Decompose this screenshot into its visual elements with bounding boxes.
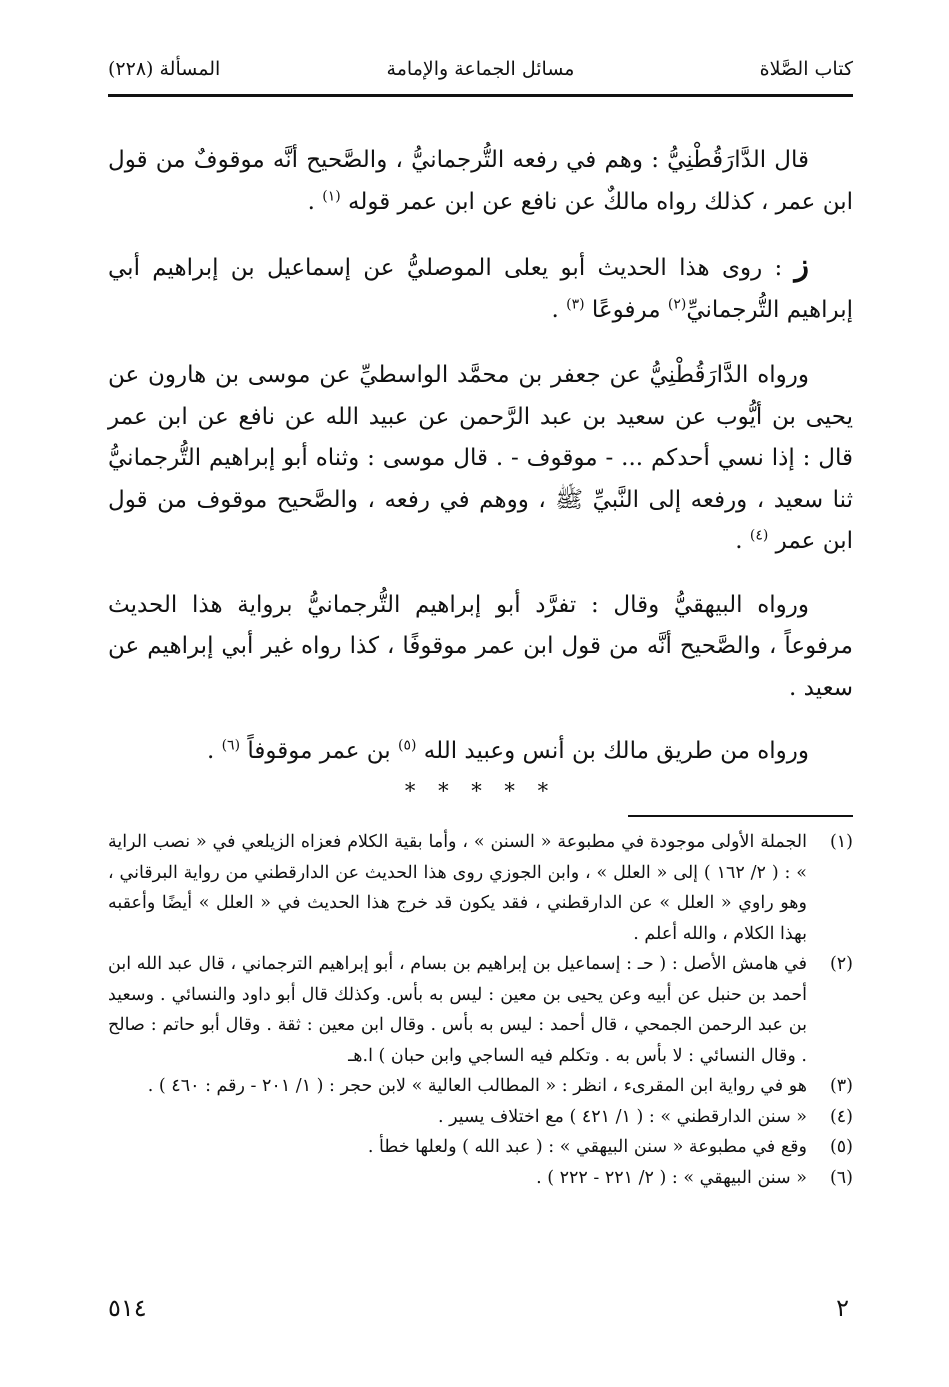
page-number: ٥١٤: [108, 1294, 147, 1322]
book-title: كتاب الصَّلاة: [759, 58, 853, 80]
footnote-5: [108, 1132, 853, 1163]
footnote-number: (٤): [829, 1106, 853, 1127]
footnote-1: [108, 827, 853, 949]
paragraph-4: [108, 585, 853, 710]
footnote-text: « سنن الدارقطني » : ( ١/ ٤٢١ ) مع اختلاف يسير .: [438, 1106, 807, 1127]
footnote-text: وقع في مطبوعة « سنن البيهقي » : ( عبد الله ) ولعلها خطأ .: [367, 1137, 807, 1157]
footnote-ref-6[interactable]: (٦): [221, 737, 241, 754]
running-head: [108, 52, 853, 86]
page-footer: [108, 1294, 853, 1330]
footnote-number: (٣): [829, 1076, 853, 1096]
footnotes: [108, 827, 853, 1193]
footnote-ref-2[interactable]: (٢): [667, 295, 687, 312]
chapter-title: مسائل الجماعة والإمامة: [386, 58, 575, 80]
issue-number: المسألة (٢٢٨): [108, 58, 221, 80]
footnote-number: (٦): [829, 1167, 853, 1188]
footnote-text: « سنن البيهقي » : ( ٢/ ٢٢١ - ٢٢٢ ) .: [536, 1167, 807, 1188]
footnote-2: [108, 949, 853, 1071]
footnote-number: (١): [829, 832, 853, 852]
section-separator: * * * * *: [404, 779, 557, 803]
paragraph-5: [108, 731, 853, 773]
footnote-ref-3[interactable]: (٣): [566, 295, 585, 312]
addition-mark: ز: [794, 248, 809, 283]
footnote-ref-4[interactable]: (٤): [749, 527, 769, 544]
footnote-4: [108, 1102, 853, 1133]
footnote-text: الجملة الأولى موجودة في مطبوعة « السنن » ، وأما بقية الكلام فعزاه الزيلعي في « نصب الراية » : ( ٢/ ١٦٢ ) إلى « العلل » ، وابن الجوزي روى هذا الحديث عن الدارقطني من رواية البرقاني ، وهو راوي « العلل » عن الدارقطني ، فقد يكون قد خرج هذا الحديث في « العلل » أيضًا وأعقبه بهذا الكلام ، والله أعلم .: [108, 832, 807, 944]
footnote-rule: [628, 815, 853, 817]
main-text: [108, 140, 853, 795]
paragraph-1-text: قال الدَّارَقُطْنِيُّ : وهم في رفعه التُّرجمانيُّ ، والصَّحيح أنَّه موقوفٌ من قول ابن عمر ، كذلك رواه مالكٌ عن نافع عن ابن عمر قوله: [108, 147, 853, 215]
footnote-text: في هامش الأصل : ( حـ : إسماعيل بن إبراهيم بن بسام ، أبو إبراهيم الترجماني ، قال عبد الله ابن أحمد بن حنبل عن أبيه وعن يحيى بن معين : ليس به بأس. وكذلك قال أبو داود والنسائي . وسعيد بن عبد الرحمن الجمحي ، قال أحمد : ليس به بأس . وقال ابن معين : ثقة . وقال أبو حاتم : صالح . وقال النسائي : لا بأس به . وتكلم فيه الساجي وابن حبان ) ا.هـ: [108, 954, 807, 1066]
paragraph-1: [108, 140, 853, 223]
paragraph-3: [108, 355, 853, 563]
footnote-number: (٥): [829, 1137, 853, 1157]
paragraph-5-text-b: بن عمر موقوفاً: [247, 738, 398, 764]
footnote-ref-1[interactable]: (١): [322, 187, 341, 204]
paragraph-2-text: : روى هذا الحديث أبو يعلى الموصليُّ عن إسماعيل بن إبراهيم أبي إبراهيم التُّرجمانيِّ: [108, 255, 853, 323]
paragraph-4-text: ورواه البيهقيُّ وقال : تفرَّد أبو إبراهيم التُّرجمانيُّ برواية هذا الحديث مرفوعاً ، والصَّحيح أنَّه من قول ابن عمر موقوفًا ، كذا رواه غير أبي إبراهيم عن سعيد .: [108, 591, 853, 701]
paragraph-2-end: .: [551, 296, 567, 323]
footnote-ref-5[interactable]: (٥): [398, 737, 417, 754]
paragraph-3-text: ورواه الدَّارَقُطْنِيُّ عن جعفر بن محمَّد الواسطيِّ عن موسى بن هارون عن يحيى بن أيُّوب عن سعيد بن عبد الرَّحمن عن عبيد الله عن نافع عن ابن عمر قال : إذا نسي أحدكم ... - موقوف - . قال موسى : وثناه أبو إبراهيم التُّرجمانيُّ ثنا سعيد ، ورفعه إلى النَّبيِّ ﷺ ، ووهم في رفعه ، والصَّحيح موقوف من قول ابن عمر: [108, 362, 853, 554]
header-rule: [108, 94, 853, 97]
footnote-number: (٢): [829, 954, 853, 974]
footnote-text: هو في رواية ابن المقرىء ، انظر : « المطالب العالية » لابن حجر : ( ١/ ٢٠١ - رقم : ٤٦٠ ) .: [147, 1076, 807, 1096]
volume-number: ٢: [836, 1294, 849, 1322]
paragraph-2: [108, 245, 853, 331]
footnote-6: [108, 1163, 853, 1194]
paragraph-2-text-b: مرفوعًا: [591, 296, 668, 323]
paragraph-5-text: ورواه من طريق مالك بن أنس وعبيد الله: [423, 738, 809, 764]
paragraph-1-end: .: [307, 188, 323, 215]
paragraph-5-end: .: [206, 738, 222, 764]
paragraph-3-end: .: [735, 528, 750, 554]
footnote-3: [108, 1071, 853, 1102]
